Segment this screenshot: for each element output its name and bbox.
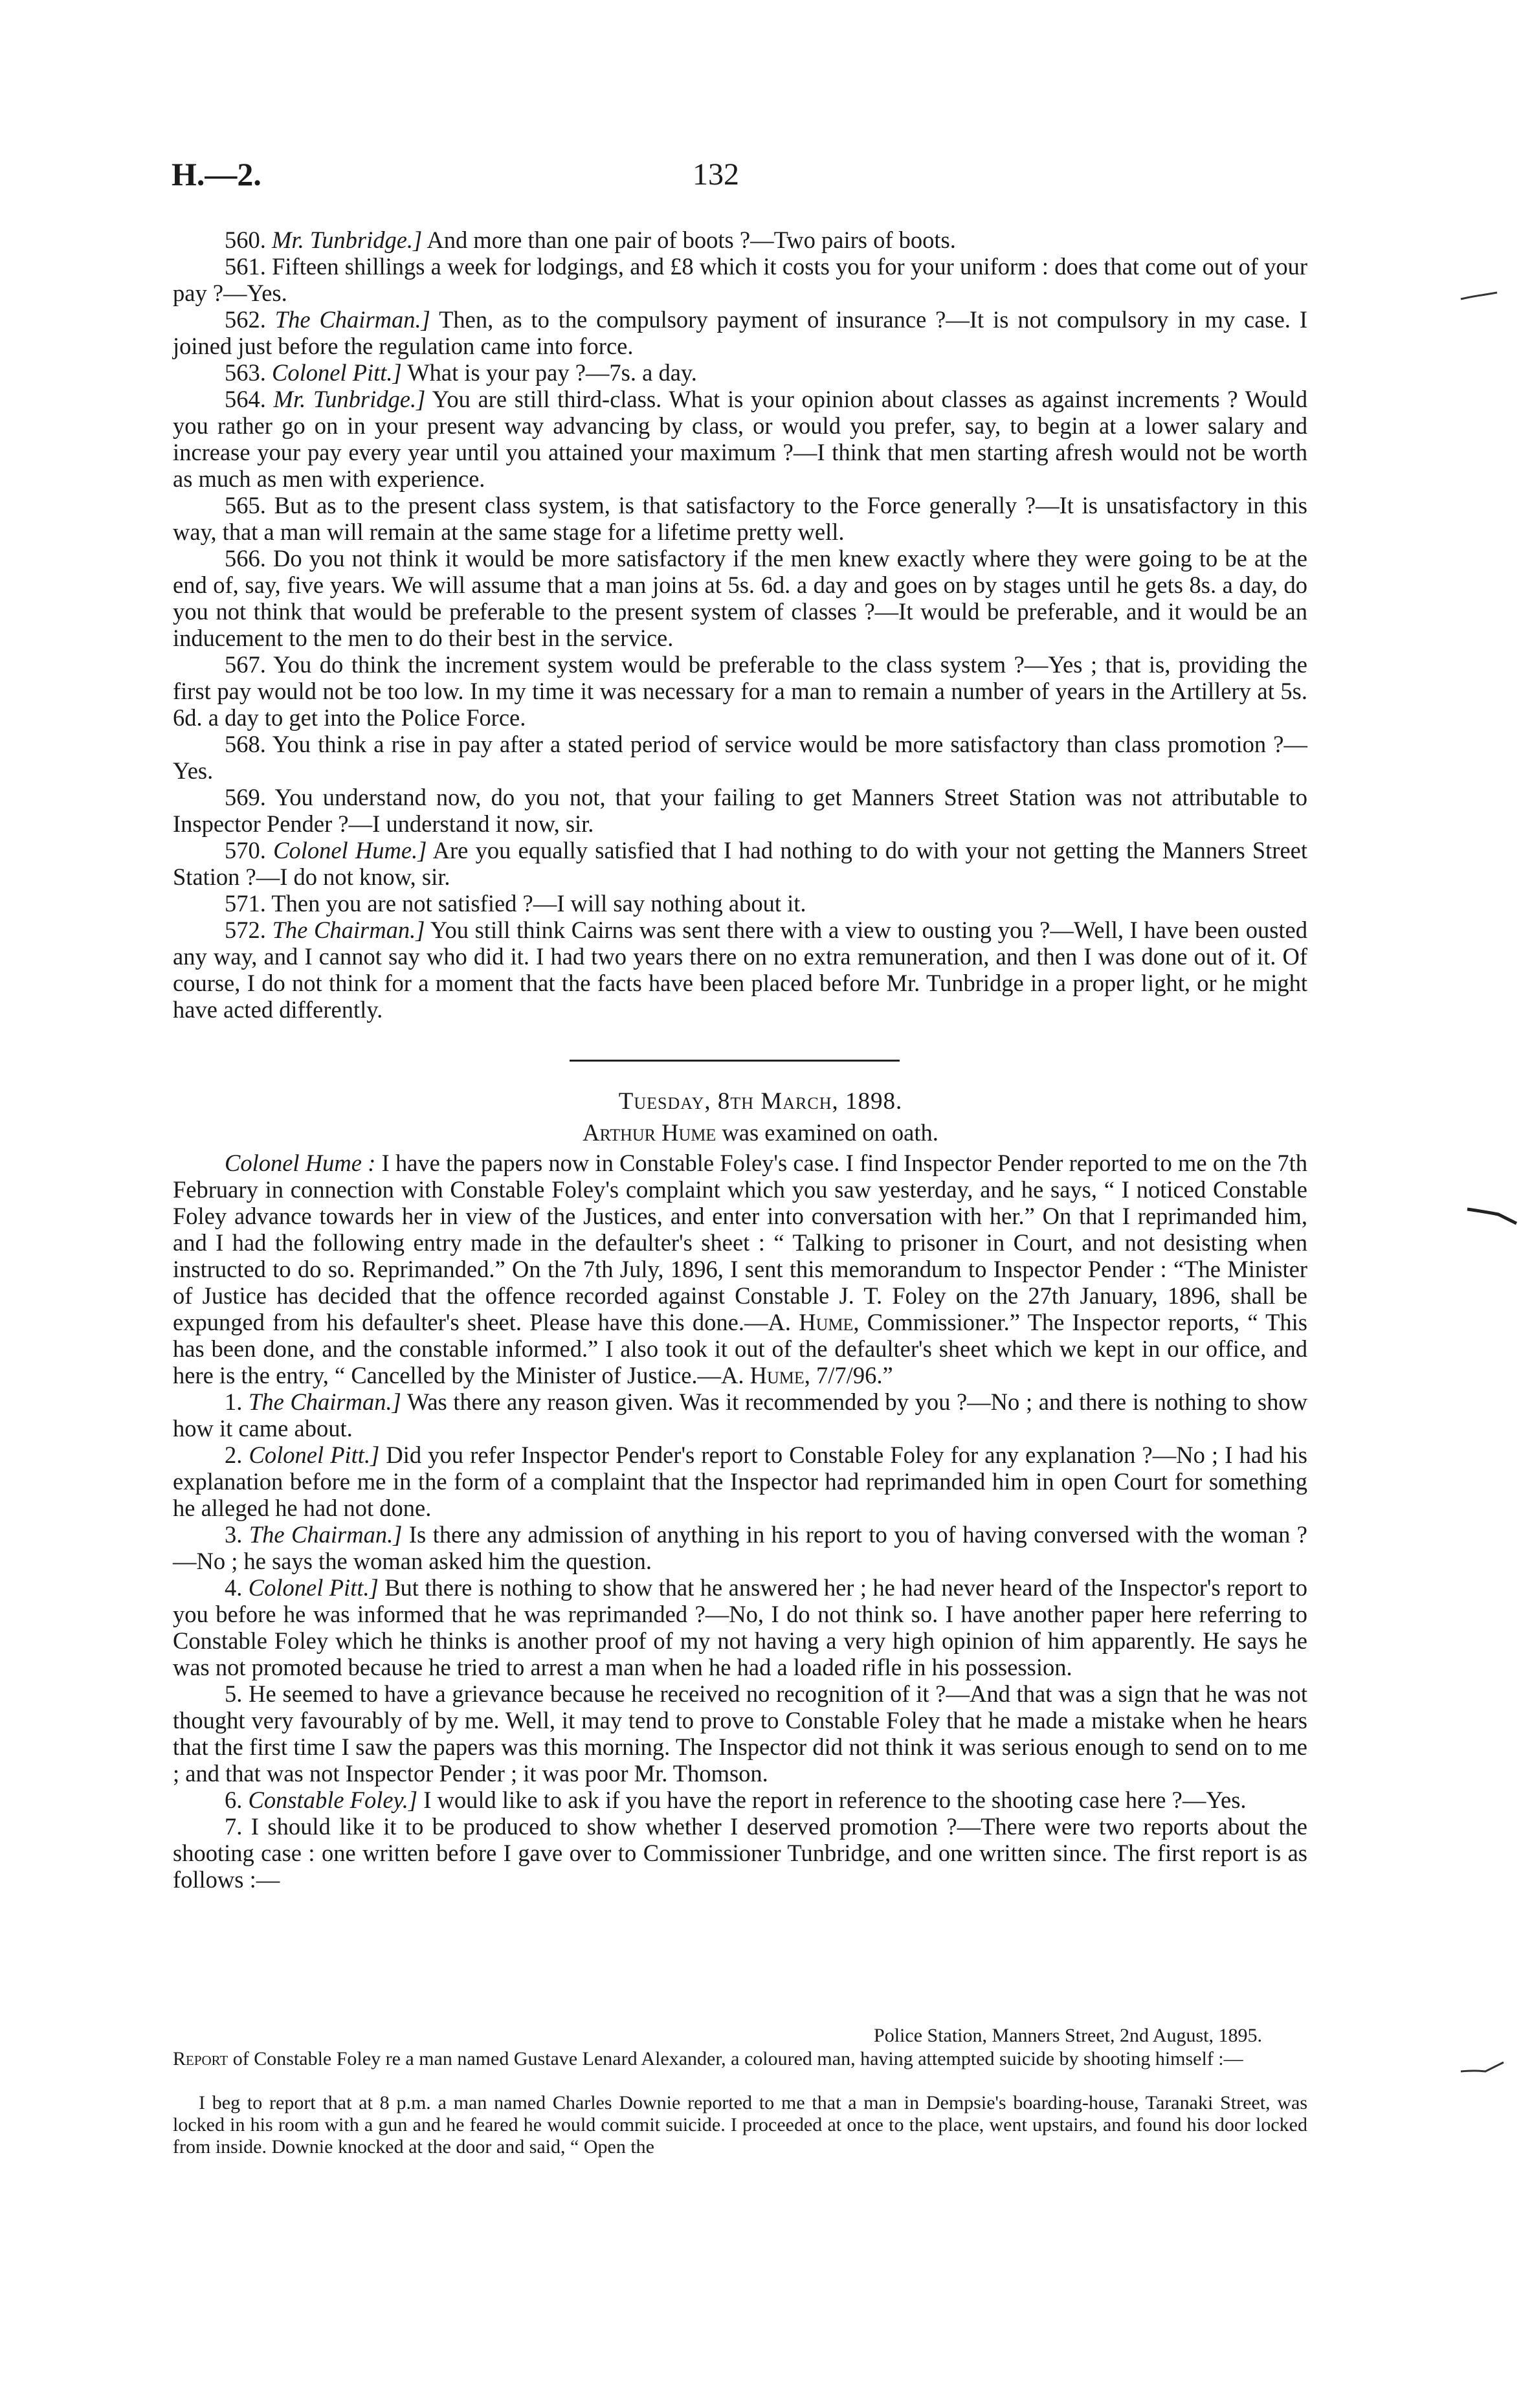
witness-name: Arthur Hume [583,1119,716,1146]
page-number: 132 [693,157,739,192]
question-paragraph: 572. The Chairman.] You still think Cairns was sent there with a view to ousting you ?—Well, I have been ousted any way, and I cannot say who did it. I had two years there on no extra remuneration, and then I was done out of it. Of course, I do not think for a moment that the facts have been placed before Mr. Tunbridge in a proper light, or he might have acted differently. [173,917,1308,1023]
margin-mark-icon [1460,290,1498,306]
question-paragraph: 7. I should like it to be produced to show whether I deserved promotion ?—There were two reports about the shooting case : one written before I gave over to Commissioner Tunbridge, and one written since. The first report is as follows :— [173,1813,1307,1893]
question-paragraph: 5. He seemed to have a grievance because he received no recognition of it ?—And that was a sign that he was not thought very favourably of by me. Well, it may tend to prove to Constable Foley that he made a mistake when he hears that the first time I saw the papers was this morning. The Inspector did not think it was serious enough to send on to me ; and that was not Inspector Pender ; it was poor Mr. Thomson. [173,1680,1307,1787]
margin-mark-icon [1460,2058,1505,2078]
evidence-questions-560-572 [173,227,1307,1023]
question-paragraph: 568. You think a rise in pay after a stated period of service would be more satisfactory than class promotion ?—Yes. [173,731,1307,784]
report-location-date: Police Station, Manners Street, 2nd August, 1895. [874,2025,1262,2046]
section-divider [570,1060,900,1062]
report-body: I beg to report that at 8 p.m. a man named Charles Downie reported to me that a man in Dempsie's boarding-house, Taranaki Street, was locked in his room with a gun and he feared he would commit suicide. I proceeded at once to the place, went upstairs, and found his door locked from inside. Downie knocked at the door and said, “ Open the [173,2092,1307,2157]
report-title: Report of Constable Foley re a man named Gustave Lenard Alexander, a coloured man, having attempted suicide by shooting himself :— [173,2048,1243,2069]
question-paragraph: 3. The Chairman.] Is there any admission of anything in his report to you of having conversed with the woman ?—No ; he says the woman asked him the question. [173,1521,1307,1574]
session-date-heading: Tuesday, 8th March, 1898. [618,1088,903,1115]
witness-heading: Arthur Hume was examined on oath. [583,1119,938,1146]
question-paragraph: 560. Mr. Tunbridge.] And more than one pair of boots ?—Two pairs of boots. [225,227,956,253]
parliamentary-paper-code: H.—2. [172,156,261,192]
question-paragraph: 564. Mr. Tunbridge.] You are still third-class. What is your opinion about classes as against increments ? Would you rather go on in your present way advancing by class, or would you prefer, say, to begin at a lower salary and increase your pay every year until you attained your maximum ?—I think that men starting afresh would not be worth as much as men with experience. [173,386,1308,492]
question-paragraph: 562. The Chairman.] Then, as to the compulsory payment of insurance ?—It is not compulsory in my case. I joined just before the regulation came into force. [173,306,1307,359]
question-paragraph: 567. You do think the increment system would be preferable to the class system ?—Yes ; that is, providing the first pay would not be too low. In my time it was necessary for a man to remain a number of years in the Artillery at 5s. 6d. a day to get into the Police Force. [173,651,1307,731]
question-paragraph: 561. Fifteen shillings a week for lodgings, and £8 which it costs you for your uniform : does that come out of your pay ?—Yes. [173,253,1307,306]
evidence-hume-statement [173,1150,1307,1893]
question-paragraph: 570. Colonel Hume.] Are you equally satisfied that I had nothing to do with your not getting the Manners Street Station ?—I do not know, sir. [173,837,1308,890]
question-paragraph: 6. Constable Foley.] I would like to ask if you have the report in reference to the shooting case here ?—Yes. [225,1787,1247,1813]
margin-mark-icon [1466,1203,1518,1229]
question-paragraph: 565. But as to the present class system, is that satisfactory to the Force generally ?—It is unsatisfactory in this way, that a man will remain at the same stage for a lifetime pretty well. [173,492,1308,545]
question-paragraph: 4. Colonel Pitt.] But there is nothing to show that he answered her ; he had never heard of the Inspector's report to you before he was informed that he was reprimanded ?—No, I do not think so. I have another paper here referring to Constable Foley which he thinks is another proof of my not having a very high opinion of him apparently. He says he was not promoted because he tried to arrest a man when he had a loaded rifle in his possession. [173,1574,1308,1680]
question-paragraph: 566. Do you not think it would be more satisfactory if the men knew exactly where they were going to be at the end of, say, five years. We will assume that a man joins at 5s. 6d. a day and goes on by stages until he gets 8s. a day, do you not think that would be preferable to the present system of classes ?—It would be preferable, and it would be an inducement to the men to do their best in the service. [173,545,1308,651]
statement-paragraph: Colonel Hume : I have the papers now in Constable Foley's case. I find Inspector Pender reported to me on the 7th February in connection with Constable Foley's complaint which you saw yesterday, and he says, “ I noticed Constable Foley advance towards her in view of the Justices, and enter into conversation with her.” On that I reprimanded him, and I had the following entry made in the defaulter's sheet : “ Talking to prisoner in Court, and not desisting when instructed to do so. Reprimanded.” On the 7th July, 1896, I sent this memorandum to Inspector Pender : “The Minister of Justice has decided that the offence recorded against Constable J. T. Foley on the 27th January, 1896, shall be expunged from his defaulter's sheet. Please have this done.—A. Hume, Commissioner.” The Inspector reports, “ This has been done, and the constable informed.” I also took it out of the defaulter's sheet which we kept in our office, and here is the entry, “ Cancelled by the Minister of Justice.—A. Hume, 7/7/96.” [173,1150,1308,1388]
question-paragraph: 571. Then you are not satisfied ?—I will say nothing about it. [225,890,806,917]
question-paragraph: 563. Colonel Pitt.] What is your pay ?—7s. a day. [225,359,697,386]
question-paragraph: 2. Colonel Pitt.] Did you refer Inspector Pender's report to Constable Foley for any explanation ?—No ; I had his explanation before me in the form of a complaint that the Inspector had reprimanded him in open Court for something he alleged he had not done. [173,1442,1307,1521]
question-paragraph: 569. You understand now, do you not, that your failing to get Manners Street Station was not attributable to Inspector Pender ?—I understand it now, sir. [173,784,1307,837]
question-paragraph: 1. The Chairman.] Was there any reason given. Was it recommended by you ?—No ; and there is nothing to show how it came about. [173,1388,1307,1442]
